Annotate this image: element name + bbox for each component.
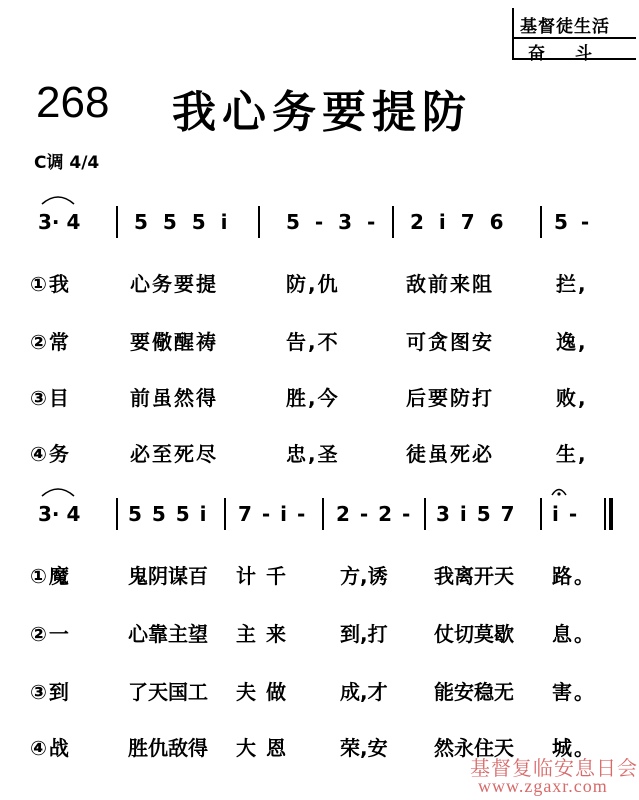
lyric-verse4-k: 城。 <box>552 736 596 760</box>
watermark-church-name: 基督复临安息日会 <box>470 756 638 780</box>
lyric-verse4-g: 胜仇敌得 <box>128 736 208 760</box>
measure-8: 3 i 5 7 <box>436 502 515 526</box>
measure-pickup: 3· 4 <box>38 502 81 526</box>
lyric-verse4-e: 生, <box>556 442 588 466</box>
lyric-verse2-f: ②一 <box>30 622 71 646</box>
lyric-verse2-j: 仗切莫歇 <box>434 622 514 646</box>
lyric-verse4-i: 荣,安 <box>340 736 388 760</box>
lyric-verse3-j: 能安稳无 <box>434 680 514 704</box>
lyric-verse3-i: 成,才 <box>340 680 388 704</box>
lyric-verse4-a: ④务 <box>30 442 71 466</box>
lyric-verse2-a: ②常 <box>30 330 71 354</box>
hymn-title: 我心务要提防 <box>172 87 472 138</box>
publication-subtitle: 奋斗 <box>528 44 622 64</box>
lyric-verse3-g: 了天国工 <box>128 680 208 704</box>
lyric-verse2-k: 息。 <box>552 622 596 646</box>
lyric-verse1-k: 路。 <box>552 564 596 588</box>
lyric-verse1-h: 计千 <box>236 564 296 588</box>
watermark-url: www.zgaxr.com <box>478 776 608 796</box>
measure-1: 5 5 5 i <box>134 210 228 234</box>
bar-line <box>116 498 118 530</box>
lyric-verse2-i: 到,打 <box>340 622 388 646</box>
lyric-verse2-b: 要儆醒祷 <box>130 330 218 354</box>
tie-arc <box>38 484 78 498</box>
measure-pickup: 3· 4 <box>38 210 81 234</box>
lyric-verse3-f: ③到 <box>30 680 71 704</box>
measure-3: 2 i 7 6 <box>410 210 504 234</box>
lyric-verse1-j: 我离开天 <box>434 564 514 588</box>
lyric-verse1-a: ①我 <box>30 272 71 296</box>
lyric-verse3-k: 害。 <box>552 680 596 704</box>
lyric-verse1-d: 敌前来阻 <box>406 272 494 296</box>
key-signature: C调 4/4 <box>34 153 100 173</box>
lyric-verse2-c: 告,不 <box>286 330 340 354</box>
lyric-verse1-e: 拦, <box>556 272 588 296</box>
tie-arc <box>38 192 78 206</box>
bar-line <box>224 498 226 530</box>
final-bar-thick <box>609 498 613 530</box>
lyric-verse2-d: 可贪图安 <box>406 330 494 354</box>
publication-name: 基督徒生活 <box>520 17 610 37</box>
lyric-verse4-c: 忠,圣 <box>286 442 340 466</box>
lyric-verse4-j: 然永住天 <box>434 736 514 760</box>
bar-line <box>322 498 324 530</box>
lyric-verse4-d: 徒虽死必 <box>406 442 494 466</box>
lyric-verse2-e: 逸, <box>556 330 588 354</box>
bar-line <box>116 206 118 238</box>
bar-line <box>258 206 260 238</box>
measure-9: i - <box>552 502 578 526</box>
lyric-verse3-h: 夫做 <box>236 680 296 704</box>
lyric-verse1-f: ①魔 <box>30 564 71 588</box>
lyric-verse3-e: 败, <box>556 386 588 410</box>
lyric-verse1-i: 方,诱 <box>340 564 388 588</box>
final-bar-thin <box>604 498 606 530</box>
measure-7: 2 - 2 - <box>336 502 411 526</box>
lyric-verse2-h: 主来 <box>236 622 296 646</box>
bar-line <box>540 206 542 238</box>
lyric-verse2-g: 心靠主望 <box>128 622 208 646</box>
lyric-verse3-c: 胜,今 <box>286 386 340 410</box>
lyric-verse4-h: 大恩 <box>236 736 296 760</box>
publication-tag <box>512 8 636 64</box>
fermata-icon <box>550 484 568 498</box>
measure-6: 7 - i - <box>238 502 306 526</box>
measure-4: 5 - <box>554 210 590 234</box>
bar-line <box>392 206 394 238</box>
lyric-verse3-d: 后要防打 <box>406 386 494 410</box>
measure-5: 5 5 5 i <box>128 502 207 526</box>
lyric-verse3-b: 前虽然得 <box>130 386 218 410</box>
bar-line <box>540 498 542 530</box>
lyric-verse1-b: 心务要提 <box>130 272 218 296</box>
lyric-verse1-g: 鬼阴谋百 <box>128 564 208 588</box>
lyric-verse1-c: 防,仇 <box>286 272 340 296</box>
lyric-verse3-a: ③目 <box>30 386 71 410</box>
lyric-verse4-b: 必至死尽 <box>130 442 218 466</box>
lyric-verse4-f: ④战 <box>30 736 71 760</box>
hymn-number: 268 <box>36 78 110 127</box>
bar-line <box>424 498 426 530</box>
measure-2: 5 - 3 - <box>286 210 376 234</box>
